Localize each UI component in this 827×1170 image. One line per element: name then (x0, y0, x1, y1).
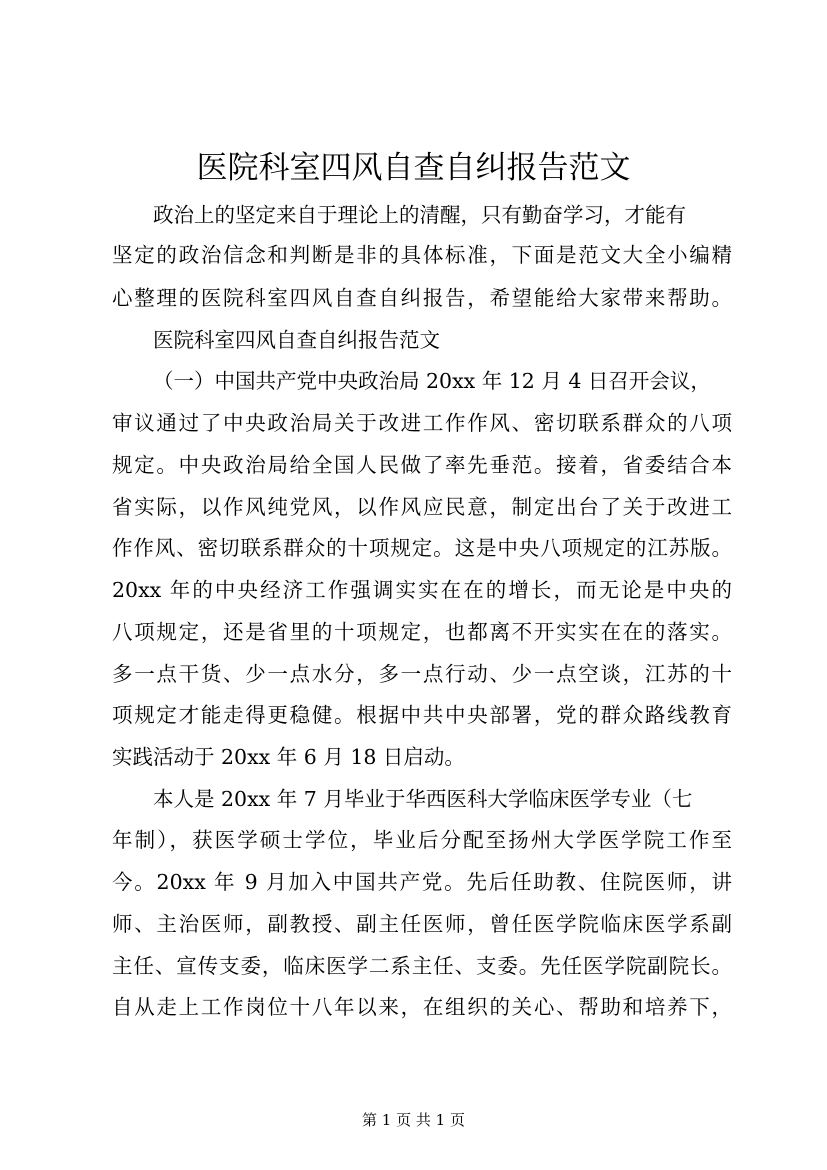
paragraph-line: 心整理的医院科室四风自查自纠报告，希望能给大家带来帮助。 (112, 286, 732, 310)
paragraph-line: 八项规定，还是省里的十项规定，也都离不开实实在在的落实。 (112, 620, 732, 644)
paragraph-line: 项规定才能走得更稳健。根据中共中央部署，党的群众路线教育 (112, 703, 732, 727)
paragraph-line: 自从走上工作岗位十八年以来，在组织的关心、帮助和培养下， (112, 995, 732, 1019)
paragraph-line: 政治上的坚定来自于理论上的清醒，只有勤奋学习，才能有 (153, 203, 686, 227)
paragraph-line: 主任、宣传支委，临床医学二系主任、支委。先任医学院副院长。 (112, 954, 732, 978)
paragraph-line: 20xx 年的中央经济工作强调实实在在的增长，而无论是中央的 (112, 578, 732, 602)
paragraph-line: 省实际，以作风纯党风，以作风应民意，制定出台了关于改进工 (112, 495, 732, 519)
document-title: 医院科室四风自查自纠报告范文 (196, 150, 631, 186)
paragraph-line: 作作风、密切联系群众的十项规定。这是中央八项规定的江苏版。 (112, 536, 732, 560)
paragraph-line: 审议通过了中央政治局关于改进工作作风、密切联系群众的八项 (112, 411, 732, 435)
section-heading: 医院科室四风自查自纠报告范文 (153, 328, 440, 352)
paragraph-line: 年制），获医学硕士学位，毕业后分配至扬州大学医学院工作至 (112, 828, 732, 852)
paragraph-line: 本人是 20xx 年 7 月毕业于华西医科大学临床医学专业（七 (153, 787, 693, 811)
paragraph-line: （一）中国共产党中央政治局 20xx 年 12 月 4 日召开会议， (153, 369, 711, 393)
paragraph-line: 实践活动于 20xx 年 6 月 18 日启动。 (112, 745, 465, 769)
paragraph-line: 坚定的政治信念和判断是非的具体标准，下面是范文大全小编精 (112, 243, 732, 267)
paragraph-line: 师、主治医师，副教授、副主任医师，曾任医学院临床医学系副 (112, 912, 732, 936)
page-number-footer: 第 1 页 共 1 页 (362, 1111, 465, 1129)
paragraph-line: 今。20xx 年 9 月加入中国共产党。先后任助教、住院医师，讲 (112, 870, 732, 894)
paragraph-line: 规定。中央政治局给全国人民做了率先垂范。接着，省委结合本 (112, 453, 732, 477)
paragraph-line: 多一点干货、少一点水分，多一点行动、少一点空谈，江苏的十 (112, 662, 732, 686)
